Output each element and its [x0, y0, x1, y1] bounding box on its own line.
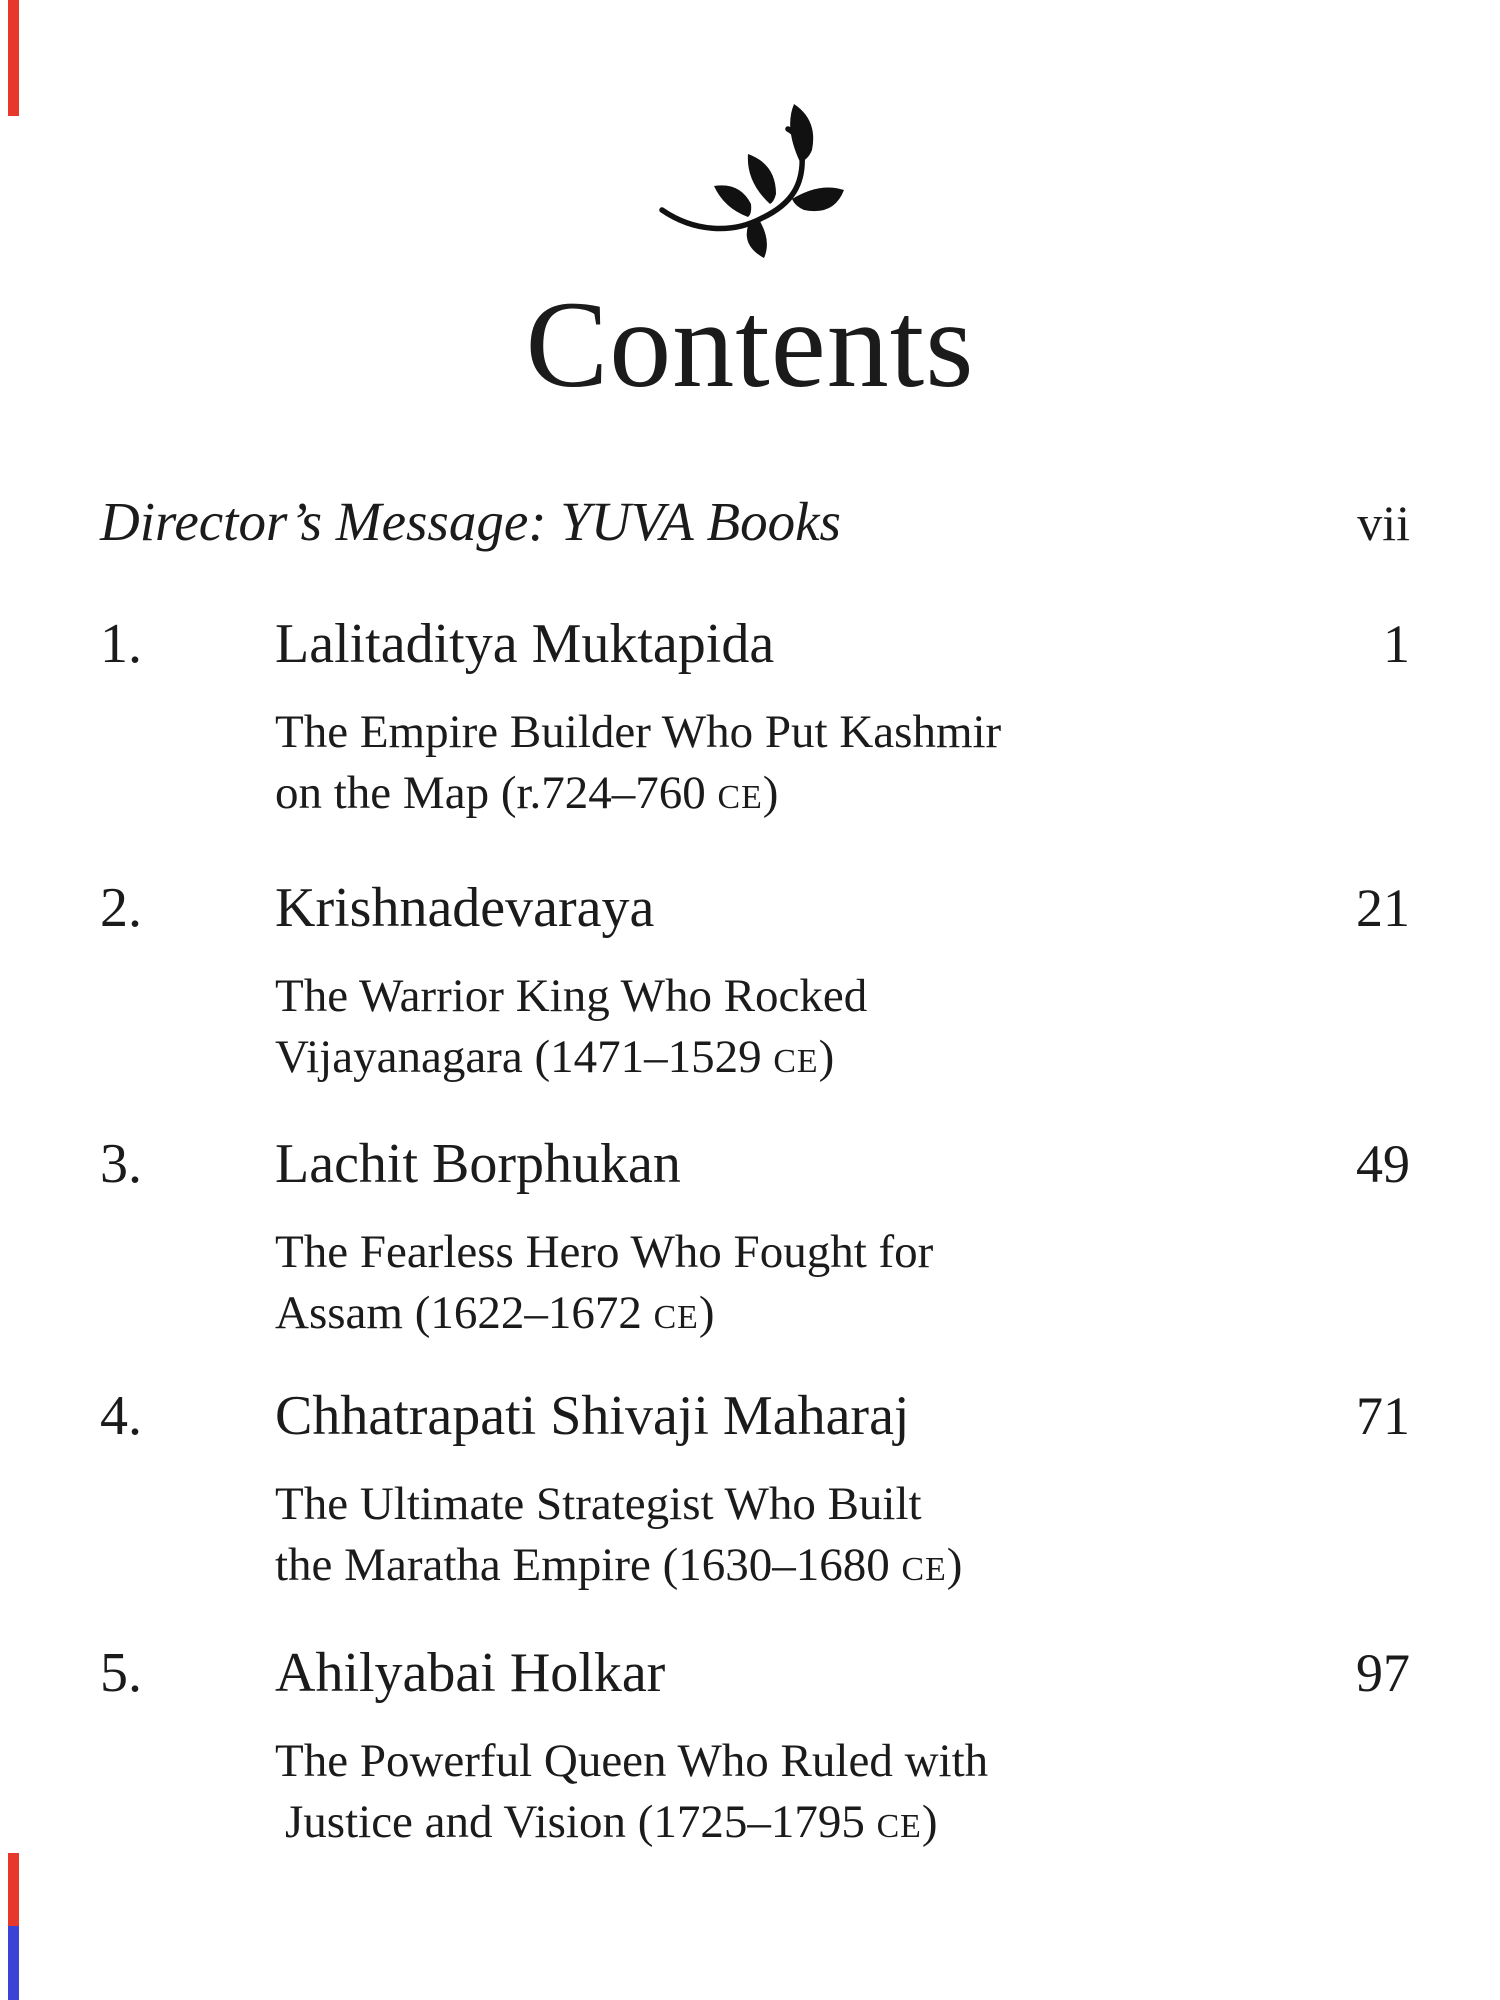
toc-entry: [100, 1637, 1410, 1857]
entry-subtitle: [275, 1474, 1410, 1600]
subtitle-line-2: Justice and Vision (1725–1795 CE): [285, 1796, 938, 1848]
entry-subtitle: [275, 702, 1410, 828]
era-small-caps: CE: [717, 779, 763, 816]
front-matter-label: Director’s Message: YUVA Books: [100, 491, 841, 552]
entry-title-row: [100, 872, 1410, 944]
subtitle-line-2: Assam (1622–1672 CE): [275, 1287, 715, 1339]
era-small-caps: CE: [653, 1299, 699, 1336]
scan-mark-red-bottom: [8, 1853, 19, 1926]
subtitle-line-1: The Ultimate Strategist Who Built: [275, 1478, 922, 1530]
leaf-sprig-icon: [652, 98, 882, 260]
toc-entry: [100, 608, 1410, 828]
entry-subtitle: [275, 966, 1410, 1092]
scan-mark-blue-bottom: [8, 1926, 19, 2000]
era-small-caps: CE: [773, 1043, 819, 1080]
entry-title: Ahilyabai Holkar: [275, 1642, 666, 1704]
entry-title: Chhatrapati Shivaji Maharaj: [275, 1385, 910, 1447]
scan-mark-red-top: [8, 0, 19, 116]
era-small-caps: CE: [876, 1808, 922, 1845]
subtitle-line-2: Vijayanagara (1471–1529 CE): [275, 1031, 835, 1083]
entry-number: 3.: [100, 1133, 142, 1195]
toc-entry: [100, 1380, 1410, 1600]
entry-number: 2.: [100, 877, 142, 939]
entry-page-number: 97: [1356, 1643, 1410, 1703]
entry-title-row: [100, 1380, 1410, 1452]
entry-number: 5.: [100, 1642, 142, 1704]
entry-title-row: [100, 1637, 1410, 1709]
front-matter-page-number: vii: [1357, 495, 1410, 551]
entry-page-number: 21: [1356, 878, 1410, 938]
entry-number: 1.: [100, 613, 142, 675]
entry-number: 4.: [100, 1385, 142, 1447]
entry-title: Lalitaditya Muktapida: [275, 613, 775, 675]
entry-page-number: 1: [1383, 614, 1410, 674]
toc-entry: [100, 872, 1410, 1092]
entry-subtitle: [275, 1731, 1410, 1857]
entry-title: Lachit Borphukan: [275, 1133, 681, 1195]
subtitle-line-1: The Warrior King Who Rocked: [275, 970, 868, 1022]
subtitle-line-2: on the Map (r.724–760 CE): [275, 767, 779, 819]
entry-page-number: 71: [1356, 1386, 1410, 1446]
entry-title: Krishnadevaraya: [275, 877, 655, 939]
subtitle-line-2: the Maratha Empire (1630–1680 CE): [275, 1539, 963, 1591]
entry-title-row: [100, 1128, 1410, 1200]
page-title: Contents: [525, 276, 975, 413]
subtitle-line-1: The Fearless Hero Who Fought for: [275, 1226, 934, 1278]
entry-title-row: [100, 608, 1410, 680]
subtitle-line-1: The Empire Builder Who Put Kashmir: [275, 706, 1002, 758]
entry-subtitle: [275, 1222, 1410, 1348]
entry-page-number: 49: [1356, 1134, 1410, 1194]
toc-entry: [100, 1128, 1410, 1348]
era-small-caps: CE: [901, 1551, 947, 1588]
subtitle-line-1: The Powerful Queen Who Ruled with: [275, 1735, 989, 1787]
front-matter-row: [100, 490, 1410, 555]
